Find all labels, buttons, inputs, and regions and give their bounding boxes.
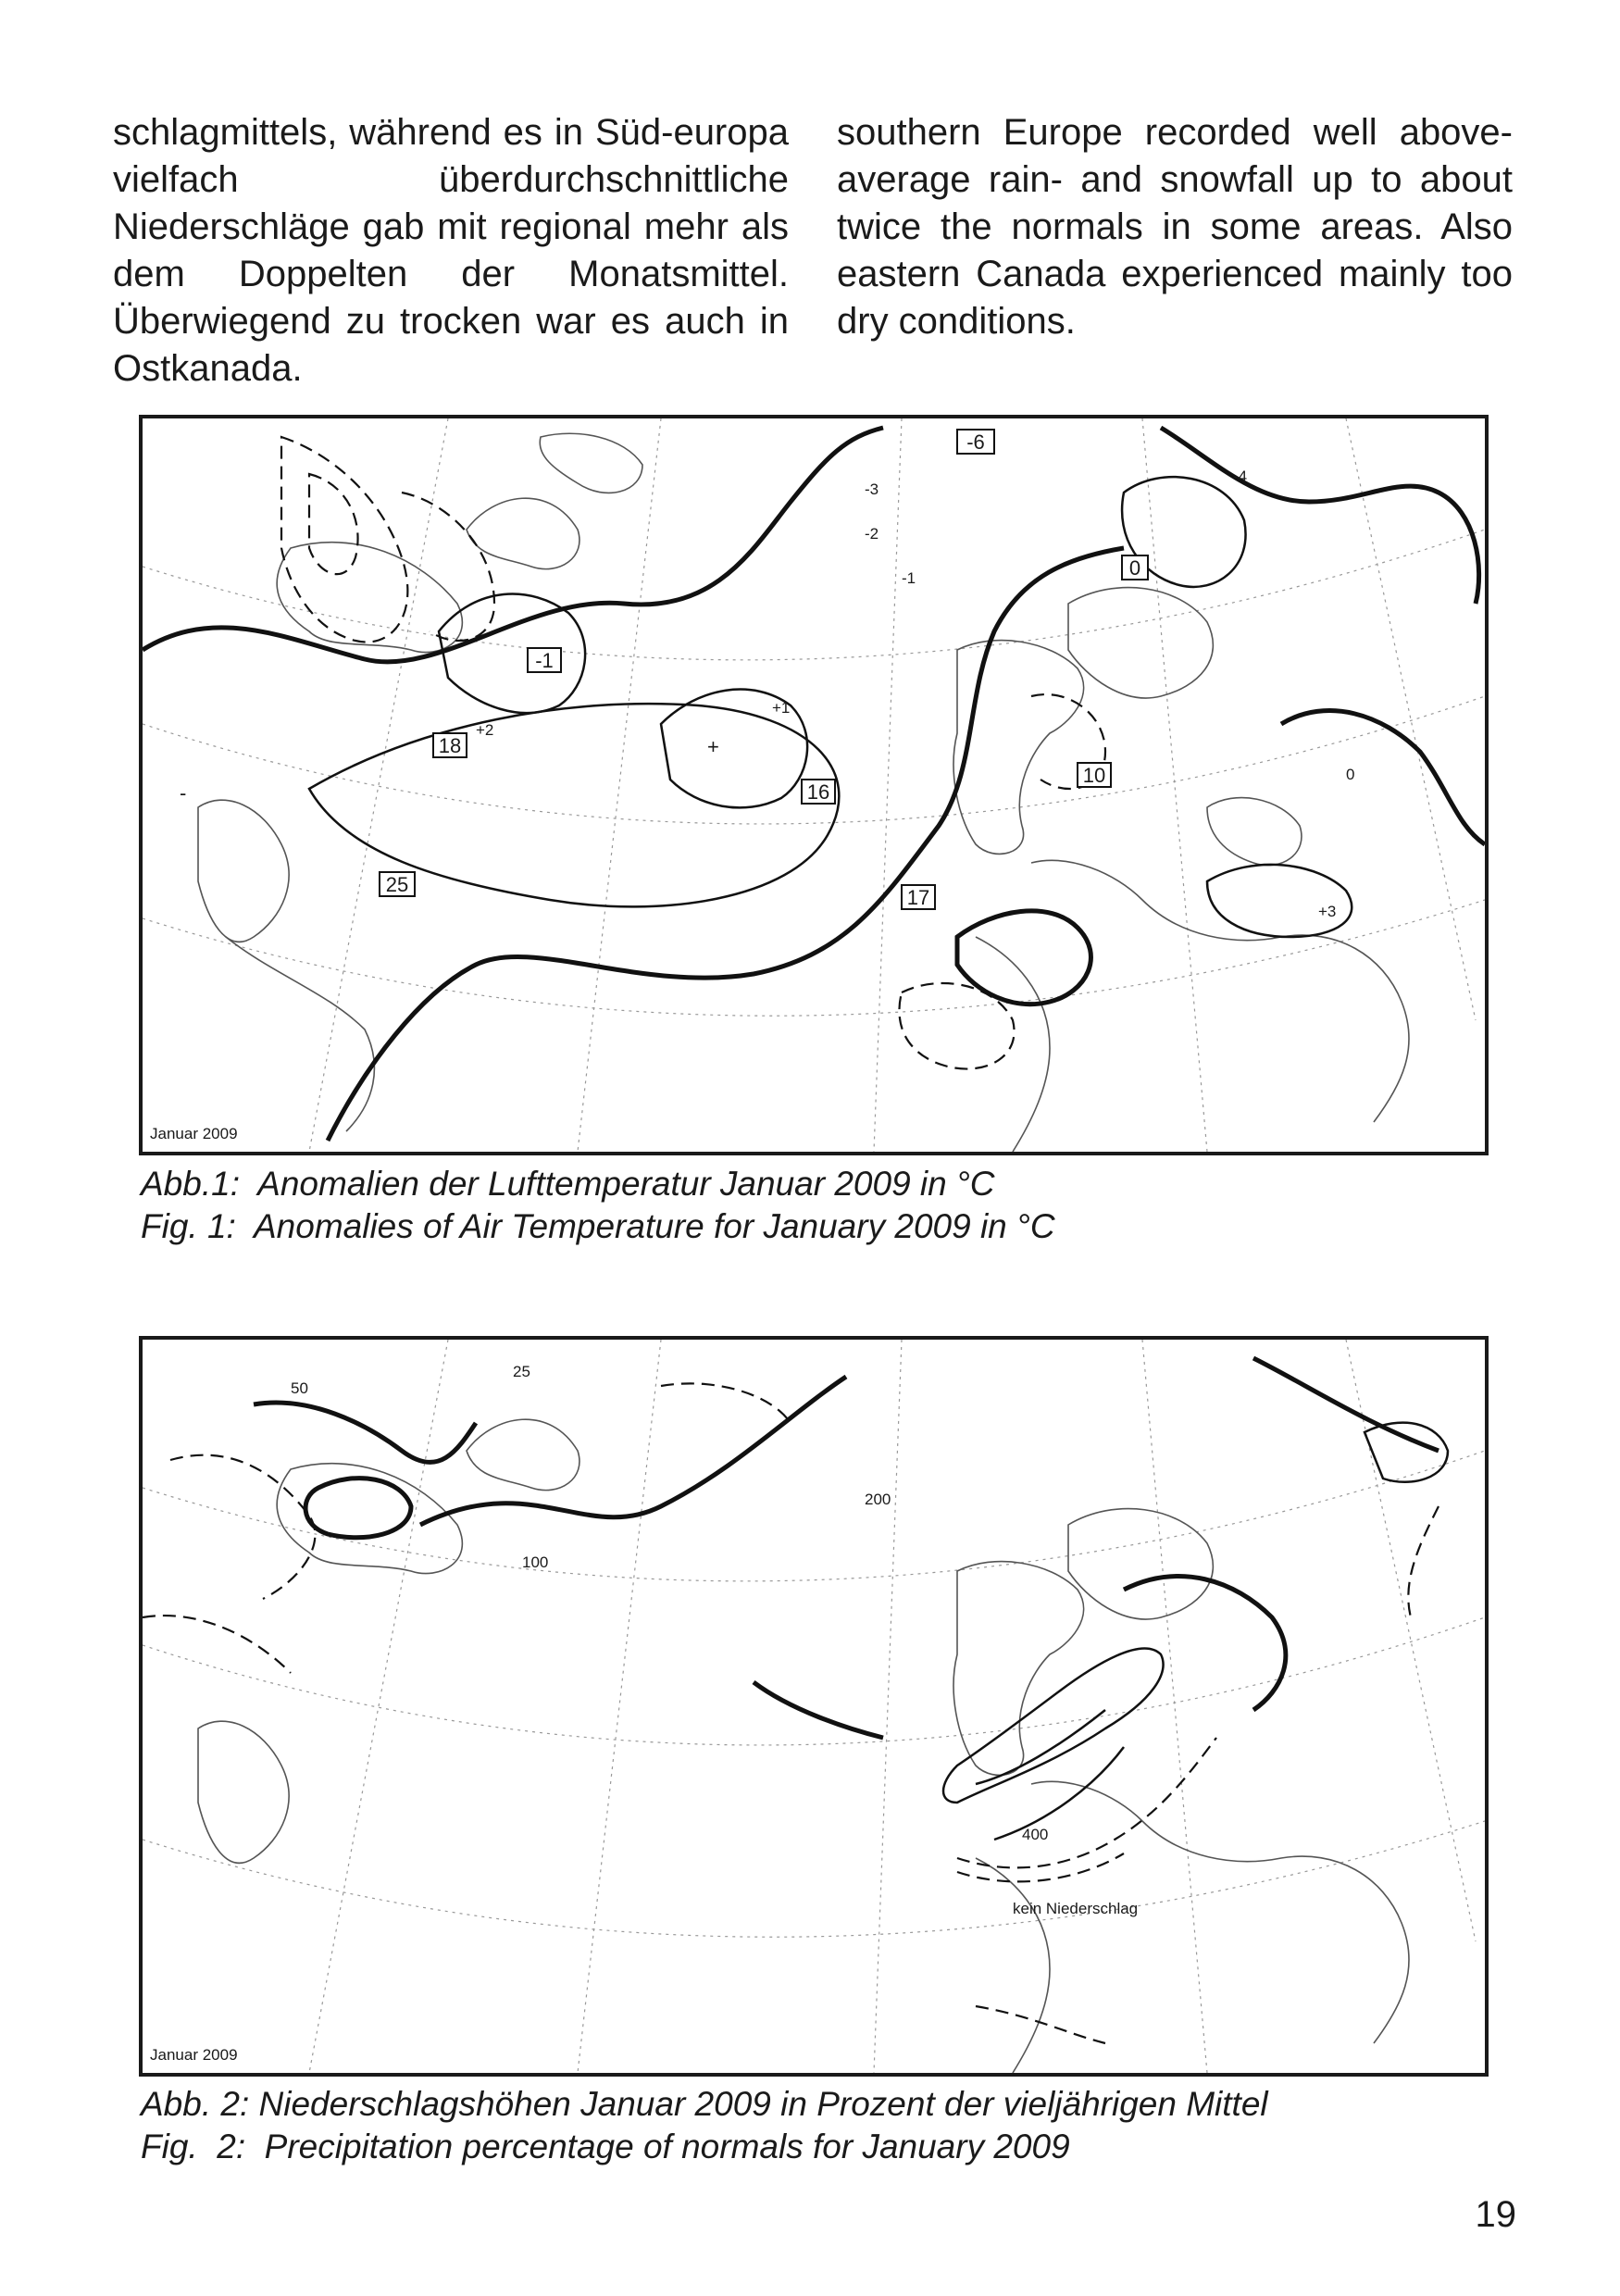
- positive-isolines: [309, 477, 1355, 937]
- contour-label: -1: [902, 569, 916, 587]
- figure2-caption-english: Fig. 2: Precipitation percentage of normals for January 2009: [141, 2128, 1070, 2165]
- contour-label: 0: [1346, 766, 1355, 783]
- boxed-value: [1078, 763, 1111, 787]
- boxed-value-text: 25: [385, 873, 409, 896]
- precipitation-contour-labels: [291, 1363, 1048, 1843]
- negative-isolines: [281, 437, 1105, 1069]
- coastlines: [198, 1419, 1409, 2073]
- graticule: [143, 1340, 1485, 2073]
- boxed-value: [902, 885, 935, 909]
- contour-label: +3: [1318, 903, 1337, 920]
- contour-label: -3: [865, 480, 879, 498]
- isolines-200-400-percent: [943, 1423, 1448, 1840]
- contour-label: -2: [865, 525, 879, 543]
- precipitation-map: [139, 1336, 1489, 2077]
- boxed-value-text: -1: [535, 649, 554, 672]
- boxed-value-text: 0: [1128, 556, 1141, 580]
- contour-label: 100: [522, 1554, 549, 1571]
- boxed-value: [433, 733, 467, 757]
- figure1-caption: [141, 1163, 1055, 1248]
- contour-label: +2: [476, 721, 494, 739]
- boxed-value-text: 17: [906, 886, 930, 909]
- text-column-english: [837, 109, 1513, 345]
- temperature-anomaly-map: [139, 415, 1489, 1155]
- boxed-value: [1122, 555, 1148, 580]
- temperature-map-drawing: [143, 418, 1485, 1152]
- text-column-german: [113, 109, 789, 393]
- precipitation-map-drawing: [143, 1340, 1485, 2073]
- boxed-value-text: 18: [438, 734, 462, 757]
- figure2-caption-german: Abb. 2: Niederschlagshöhen Januar 2009 in Prozent der vieljährigen Mittel: [141, 2085, 1268, 2123]
- contour-label: +1: [772, 699, 791, 717]
- temperature-map-label: Januar 2009: [150, 1125, 238, 1142]
- boxed-value-text: 16: [806, 780, 830, 804]
- figure1-caption-english: Fig. 1: Anomalies of Air Temperature for January 2009 in °C: [141, 1207, 1055, 1245]
- contour-label: 50: [291, 1379, 308, 1397]
- page-number: 19: [1475, 2194, 1516, 2235]
- boxed-value-text: -6: [966, 430, 985, 454]
- boxed-value: [802, 780, 835, 804]
- boxed-value-text: 10: [1082, 764, 1106, 787]
- contour-label: 400: [1022, 1826, 1049, 1843]
- temperature-boxed-values: [380, 430, 1148, 909]
- contour-label: 200: [865, 1491, 891, 1508]
- boxed-value: [528, 648, 561, 672]
- minus-marker: -: [180, 781, 187, 805]
- plus-marker: +: [707, 735, 719, 758]
- isolines-100-percent: [254, 1358, 1439, 1738]
- paragraph-english: southern Europe recorded well above-average rain- and snowfall up to about twice the normals in some areas. Also eastern Canada experienced mainly too dry conditions.: [837, 112, 1513, 342]
- figure2-caption: [141, 2083, 1268, 2168]
- boxed-value: [380, 872, 415, 896]
- contour-label: -4: [1233, 468, 1248, 485]
- boxed-value: [957, 430, 994, 454]
- no-precipitation-annotation: kein Niederschlag: [1013, 1900, 1139, 1917]
- contour-label: 25: [513, 1363, 530, 1380]
- figure1-caption-german: Abb.1: Anomalien der Lufttemperatur Januar 2009 in °C: [141, 1165, 995, 1203]
- precipitation-map-label: Januar 2009: [150, 2046, 238, 2064]
- paragraph-german: schlagmittels, während es in Süd-europa vielfach überdurchschnittliche Niederschläge gab mit regional mehr als dem Doppelten der Monatsmittel. Überwiegend zu trocken war es auch in Ostkanada.: [113, 112, 789, 389]
